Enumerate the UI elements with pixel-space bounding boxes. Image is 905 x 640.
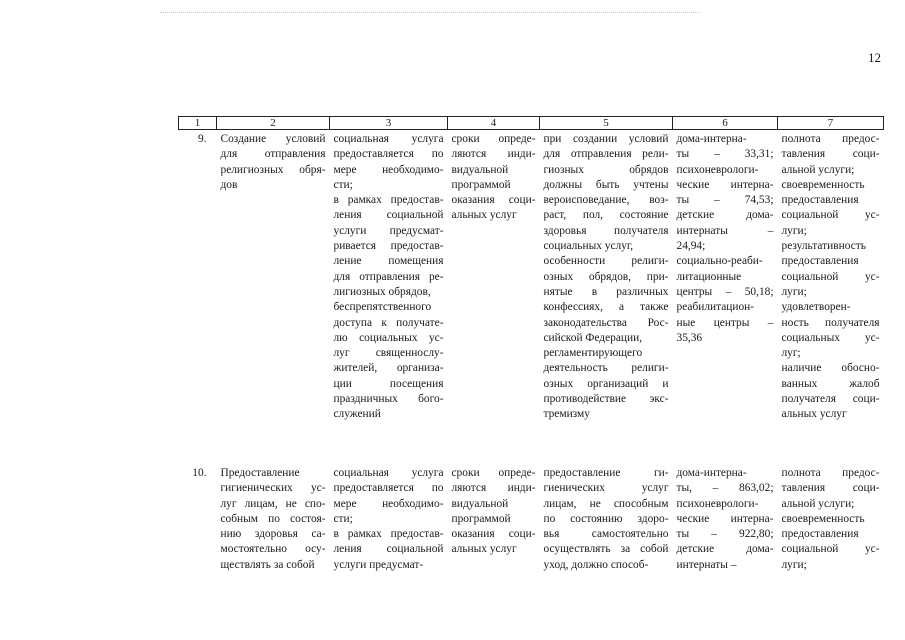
cell-text-line: жителей, организа- — [333, 362, 444, 375]
cell-text-line: луг; — [781, 347, 801, 360]
cell-text-line: предоставление ги- — [543, 467, 669, 479]
cell-text-line: сроки опреде- — [451, 133, 536, 145]
column-header: 6 — [673, 117, 778, 130]
cell-text-line: своевременность — [781, 178, 865, 191]
cell-text-line: осуществлять за собой — [543, 543, 669, 556]
cell-text-line: сийской Федерации, — [543, 331, 643, 344]
cell-text-line: беспрепятственного — [333, 301, 432, 314]
service-description-cell — [330, 130, 448, 455]
cell-text-line: детские дома- — [676, 543, 774, 556]
cell-text-line: реабилитацион- — [676, 301, 755, 314]
cell-text-line: социальная услуга — [333, 467, 444, 479]
cell-text-line: противодействие экс- — [543, 393, 669, 406]
cell-text-line: литационные — [676, 270, 742, 283]
cell-text-line: ляются инди- — [451, 482, 536, 495]
cell-text-line: тремизму — [543, 408, 590, 421]
cell-text-line: озных организаций и — [543, 377, 669, 390]
cell-text-line: центры – 50,18; — [676, 285, 774, 298]
cell-text-line: получателя соци- — [781, 393, 880, 406]
cell-text-line: ческие интерна- — [676, 512, 774, 525]
cell-text-line: социальной ус- — [781, 209, 880, 222]
cell-text-line: озных обрядов, при- — [543, 270, 669, 283]
cell-text-line: альных услуг — [781, 408, 847, 421]
cell-text-line: при создании условий — [543, 133, 669, 145]
row-spacer — [179, 454, 884, 464]
cell-text-line: луг священнослу- — [333, 347, 444, 360]
cell-text-line: тавления соци- — [781, 482, 880, 495]
cell-text-line: праздничных бого- — [333, 393, 444, 406]
cell-text-line: социальной ус- — [781, 543, 880, 556]
cell-text-line: ты – 33,31; — [676, 148, 774, 161]
cell-text-line: социальных услуг, — [543, 240, 634, 253]
service-terms-cell — [448, 464, 540, 596]
cell-text-line: для отправления ре- — [333, 270, 444, 283]
cell-text-line: видуальной — [451, 163, 509, 176]
cell-text-line: ления социальной — [333, 543, 444, 556]
column-header: 3 — [330, 117, 448, 130]
cell-text-line: видуальной — [451, 497, 509, 510]
cell-text-line: уход, должно способ- — [543, 558, 649, 571]
cell-text-line: законодательства Рос- — [543, 316, 669, 329]
cell-text-line: оказания соци- — [451, 528, 536, 541]
cell-text-line: религиозных обря- — [220, 163, 326, 176]
cell-text-line: особенности религи- — [543, 255, 669, 268]
column-header: 2 — [217, 117, 330, 130]
cell-text-line: альных услуг — [451, 543, 517, 556]
cell-text-line: нятые в различных — [543, 285, 669, 298]
cell-text-line: ции посещения — [333, 377, 444, 390]
cell-text-line: программой — [451, 512, 511, 525]
cell-text-line: удовлетворен- — [781, 301, 851, 314]
cell-text-line: здоровья получателя — [543, 224, 669, 237]
service-conditions-cell — [540, 130, 673, 455]
cell-text-line: ривается предостав- — [333, 240, 444, 253]
cell-text-line: социально-реаби- — [676, 255, 763, 268]
cell-text-line: собным по состоя- — [220, 512, 326, 525]
column-header: 1 — [179, 117, 217, 130]
cell-text-line: ления социальной — [333, 209, 444, 222]
cell-text-line: в рамках предостав- — [333, 528, 444, 541]
cell-text-line: сти; — [333, 512, 353, 525]
column-header: 4 — [448, 117, 540, 130]
cell-text-line: служений — [333, 408, 381, 421]
cell-text-line: программой — [451, 178, 511, 191]
cell-text-line: регламентирующего — [543, 347, 643, 360]
service-tariff-cell — [673, 464, 778, 596]
cell-text-line: раст, пол, состояние — [543, 209, 669, 222]
table-row — [179, 130, 884, 455]
cell-text-line: услуги предусмат- — [333, 558, 424, 571]
cell-text-line: социальная услуга — [333, 133, 444, 145]
cell-text-line: Создание условий — [220, 133, 326, 145]
cell-text-line: конфессиях, а также — [543, 301, 669, 314]
service-description-cell — [330, 464, 448, 596]
cell-text-line: в рамках предостав- — [333, 194, 444, 207]
cell-text-line: деятельность религи- — [543, 362, 669, 375]
cell-text-line: нию здоровья са- — [220, 528, 326, 541]
cell-text-line: тавления соци- — [781, 148, 880, 161]
cell-text-line: предоставляется по — [333, 482, 444, 495]
cell-text-line: предоставления — [781, 194, 859, 207]
table-row — [179, 464, 884, 596]
row-number: 9. — [197, 133, 207, 145]
cell-text-line: по состоянию здоро- — [543, 512, 669, 525]
cell-text-line: луги; — [781, 224, 807, 237]
header-row — [179, 117, 884, 130]
cell-text-line: сти; — [333, 178, 353, 191]
cell-text-line: ляются инди- — [451, 148, 536, 161]
cell-text-line: результативность — [781, 240, 866, 253]
cell-text-line: лицам, не способным — [543, 497, 669, 510]
cell-text-line: оказания соци- — [451, 194, 536, 207]
cell-text-line: психоневрологи- — [676, 497, 759, 510]
cell-text-line: ность получателя — [781, 316, 880, 329]
cell-text-line: лигиозных обрядов, — [333, 285, 431, 298]
cell-text-line: интернаты – — [676, 558, 737, 571]
page-number: 12 — [868, 50, 881, 65]
cell-text-line: полнота предос- — [781, 467, 880, 479]
cell-text-line: луг лицам, не спо- — [220, 497, 326, 510]
cell-text-line: интернаты – — [676, 224, 774, 237]
cell-text-line: ные центры – — [676, 316, 774, 329]
cell-text-line: мере необходимо- — [333, 163, 444, 176]
cell-text-line: дов — [220, 178, 238, 191]
service-quality-cell — [778, 464, 884, 596]
cell-text-line: гигиенических ус- — [220, 482, 326, 495]
cell-text-line: услуги предусмат- — [333, 224, 444, 237]
cell-text-line: наличие обосно- — [781, 362, 880, 375]
cell-text-line: ществлять за собой — [220, 558, 315, 571]
cell-text-line: вья самостоятельно — [543, 528, 669, 541]
column-header: 5 — [540, 117, 673, 130]
cell-text-line: своевременность — [781, 512, 865, 525]
cell-text-line: доступа к получате- — [333, 316, 444, 329]
service-name-cell — [217, 464, 330, 596]
cell-text-line: гиенических услуг — [543, 482, 669, 495]
cell-text-line: детские дома- — [676, 209, 774, 222]
service-conditions-cell — [540, 464, 673, 596]
cell-text-line: луги; — [781, 558, 807, 571]
service-name-cell — [217, 130, 330, 455]
cell-text-line: ческие интерна- — [676, 178, 774, 191]
cell-text-line: альных услуг — [451, 209, 517, 222]
cell-text-line: предоставления — [781, 255, 859, 268]
cell-text-line: полнота предос- — [781, 133, 880, 145]
cell-text-line: сроки опреде- — [451, 467, 536, 479]
row-number: 10. — [192, 467, 207, 479]
cell-text-line: для отправления рели- — [543, 148, 669, 161]
cell-text-line: альной услуги; — [781, 497, 855, 510]
cell-text-line: дома-интерна- — [676, 133, 747, 145]
cell-text-line: Предоставление — [220, 467, 300, 479]
service-terms-cell — [448, 130, 540, 455]
cell-text-line: мостоятельно осу- — [220, 543, 326, 556]
cell-text-line: ванных жалоб — [781, 377, 880, 390]
cell-text-line: 35,36 — [676, 331, 703, 344]
column-header: 7 — [778, 117, 884, 130]
cell-text-line: гиозных обрядов — [543, 163, 669, 176]
cell-text-line: социальной ус- — [781, 270, 880, 283]
service-quality-cell — [778, 130, 884, 455]
cell-text-line: ты – 922,80; — [676, 528, 774, 541]
cell-text-line: дома-интерна- — [676, 467, 747, 479]
cell-text-line: должны быть учтены — [543, 178, 669, 191]
cell-text-line: альной услуги; — [781, 163, 855, 176]
cell-text-line: 24,94; — [676, 240, 706, 253]
cell-text-line: луги; — [781, 285, 807, 298]
cell-text-line: социальных ус- — [781, 331, 880, 344]
cell-text-line: для отправления — [220, 148, 326, 161]
scan-artifact-line — [160, 12, 700, 13]
cell-text-line: ление помещения — [333, 255, 444, 268]
services-table — [178, 116, 884, 596]
cell-text-line: предоставления — [781, 528, 859, 541]
cell-text-line: психоневрологи- — [676, 163, 759, 176]
cell-text-line: ты – 74,53; — [676, 194, 774, 207]
cell-text-line: вероисповедание, воз- — [543, 194, 669, 207]
cell-text-line: предоставляется по — [333, 148, 444, 161]
service-tariff-cell — [673, 130, 778, 455]
cell-text-line: ты, – 863,02; — [676, 482, 774, 495]
cell-text-line: лю социальных ус- — [333, 331, 444, 344]
cell-text-line: мере необходимо- — [333, 497, 444, 510]
